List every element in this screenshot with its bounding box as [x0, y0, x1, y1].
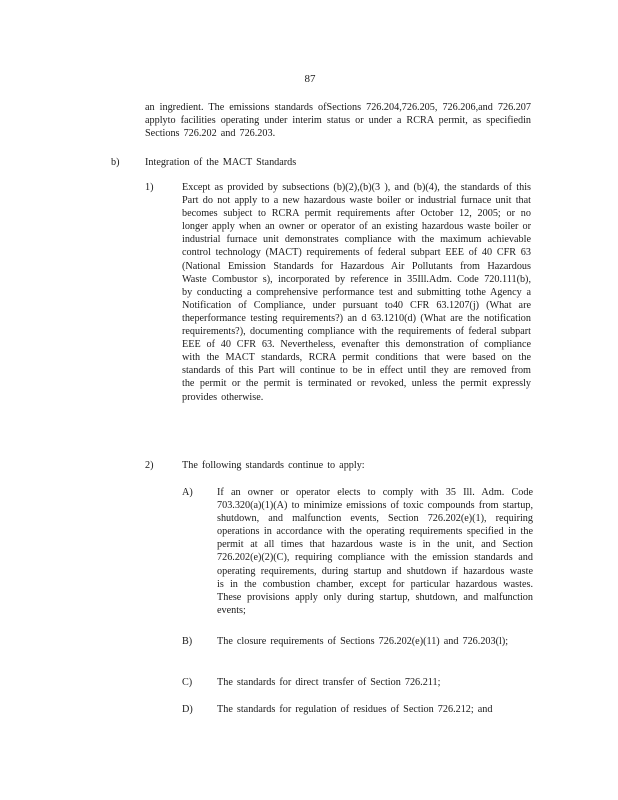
subsection-label: b): [111, 157, 120, 168]
item-text: The following standards continue to apply:: [182, 460, 365, 471]
subitem-label: C): [182, 677, 193, 688]
item-label: 1): [145, 182, 154, 193]
subsection-heading: Integration of the MACT Standards: [145, 157, 297, 168]
subitem-text: The standards for direct transfer of Section 726.211;: [217, 677, 441, 688]
intro-paragraph: an ingredient. The emissions standards ofSections 726.204,726.205, 726.206,and 726.207 applyto facilities operating under interim status or under a RCRA permit, as specifiedin Sections 726.202 and 726.203.: [145, 102, 531, 140]
subitem-text: The closure requirements of Sections 726.202(e)(11) and 726.203(l);: [217, 636, 509, 647]
subitem-text: If an owner or operator elects to comply with 35 Ill. Adm. Code 703.320(a)(1)(A) to minimize emissions of toxic compounds from startup, shutdown, and malfunction events, Section 726.202(e)(1), requiring operations in accordance with the operating requirements specified in the permit at all times that hazardous waste is in the unit, and Section 726.202(e)(2)(C), requiring compliance with the emission standards and operating requirements, during startup and shutdown if hazardous waste is in the combustion chamber, except for particular hazardous wastes. These provisions apply only during startup, shutdown, and malfunction events;: [217, 487, 533, 616]
subitem-label: B): [182, 636, 193, 647]
item-label: 2): [145, 460, 154, 471]
subitem-label: D): [182, 704, 193, 715]
subitem-label: A): [182, 487, 193, 498]
page-number: 87: [304, 73, 316, 85]
subitem-text: The standards for regulation of residues of Section 726.212; and: [217, 704, 493, 715]
item-text: Except as provided by subsections (b)(2),(b)(3 ), and (b)(4), the standards of this Part do not apply to a new hazardous waste boiler or industrial furnace unit that becomes subject to RCRA permit requirements after October 12, 2005; or no longer apply when an owner or operator of an existing hazardous waste boiler or industrial furnace unit demonstrates compliance with the maximum achievable control technology (MACT) requirements of federal subpart EEE of 40 CFR 63 (National Emission Standards for Hazardous Air Pollutants from Hazardous Waste Combustor s), incorporated by reference in 35Ill.Adm. Code 720.111(b), by conducting a comprehensive performance test and submitting tothe Agency a Notification of Compliance, under pursuant to40 CFR 63.1207(j) (What are theperformance testing requirements?) an d 63.1210(d) (What are the notification requirements?), documenting compliance with the requirements of federal subpart EEE of 40 CFR 63. Nevertheless, evenafter this demonstration of compliance with the MACT standards, RCRA permit conditions that were based on the standards of this Part will continue to be in effect until they are removed from the permit or the permit is terminated or revoked, unless the permit expressly provides otherwise.: [182, 182, 531, 403]
